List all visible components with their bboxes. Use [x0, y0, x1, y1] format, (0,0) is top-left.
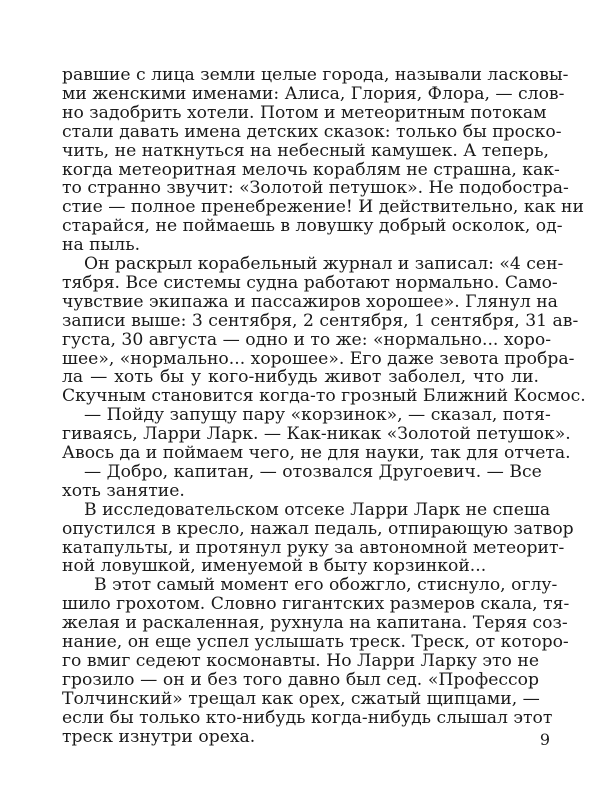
text-line: грозило — он и без того давно был сед. «Профессор	[62, 669, 539, 690]
text-line: то странно звучит: «Золотой петушок». Не подобостра-	[62, 178, 569, 199]
page-number: 9	[539, 730, 550, 749]
text-line: записи выше: 3 сентября, 2 сентября, 1 сентября, 31 ав-	[62, 310, 579, 331]
text-line: ла — хоть бы у кого-нибудь живот заболел, что ли.	[62, 367, 539, 388]
text-line: Он раскрыл корабельный журнал и записал: «4 сен-	[84, 254, 564, 274]
text-line: го вмиг седеют космонавты. Но Ларри Ларку это не	[62, 650, 539, 671]
text-line: — Добро, капитан, — отозвался Другоевич. — Все	[84, 461, 542, 482]
text-line: тября. Все системы судна работают нормально. Само-	[62, 272, 558, 293]
text-line: но задобрить хотели. Потом и метеоритным потокам	[62, 102, 547, 123]
text-line: — Пойду запущу пару «корзинок», — сказал, потя-	[84, 405, 551, 426]
text-line: стие — полное пренебрежение! И действительно, как ни	[62, 197, 584, 218]
text-line: желая и раскаленная, рухнула на капитана. Теряя соз-	[62, 613, 568, 634]
text-line: опустился в кресло, нажал педаль, отпирающую затвор	[62, 518, 574, 539]
text-line: равшие с лица земли целые города, называли ласковы-	[62, 65, 569, 85]
text-line: Толчинский» трещал как орех, сжатый щипцами, —	[62, 688, 540, 709]
text-line: гиваясь, Ларри Ларк. — Как-никак «Золотой петушок».	[62, 424, 571, 445]
text-line: ми женскими именами: Алиса, Глория, Флора, — слов-	[62, 83, 565, 104]
text-line: ной ловушкой, именуемой в быту корзинкой...	[62, 556, 487, 577]
text-line: катапульты, и протянул руку за автономной метеорит-	[62, 537, 565, 558]
text-line: нание, он еще успел услышать треск. Треск, от которо-	[62, 632, 569, 652]
text-line: треск изнутри ореха.	[62, 726, 256, 747]
text-line: хоть занятие.	[62, 480, 185, 501]
text-line: шило грохотом. Словно гигантских размеров скала, тя-	[62, 594, 570, 615]
text-line: стали давать имена детских сказок: только бы проско-	[62, 121, 562, 142]
text-line: Скучным становится когда-то грозный Ближний Космос.	[62, 386, 586, 407]
text-line: густа, 30 августа — одно и то же: «нормально... хоро-	[62, 329, 552, 350]
text-line: чувствие экипажа и пассажиров хорошее». Глянул на	[62, 291, 558, 312]
text-line: Авось да и поймаем чего, не для науки, так для отчета.	[62, 443, 571, 463]
text-line: чить, не наткнуться на небесный камушек. А теперь,	[62, 140, 549, 161]
text-line: В этот самый момент его обожгло, стиснуло, оглу-	[94, 575, 558, 596]
text-line: В исследовательском отсеке Ларри Ларк не спеша	[84, 499, 551, 520]
text-line: если бы только кто-нибудь когда-нибудь слышал этот	[62, 707, 553, 728]
text-line: когда метеоритная мелочь кораблям не страшна, как-	[62, 159, 560, 180]
text-line: шее», «нормально... хорошее». Его даже зевота пробра-	[62, 348, 575, 369]
text-line: старайся, не поймаешь в ловушку добрый осколок, од-	[62, 216, 563, 237]
text-line: на пыль.	[62, 235, 141, 256]
